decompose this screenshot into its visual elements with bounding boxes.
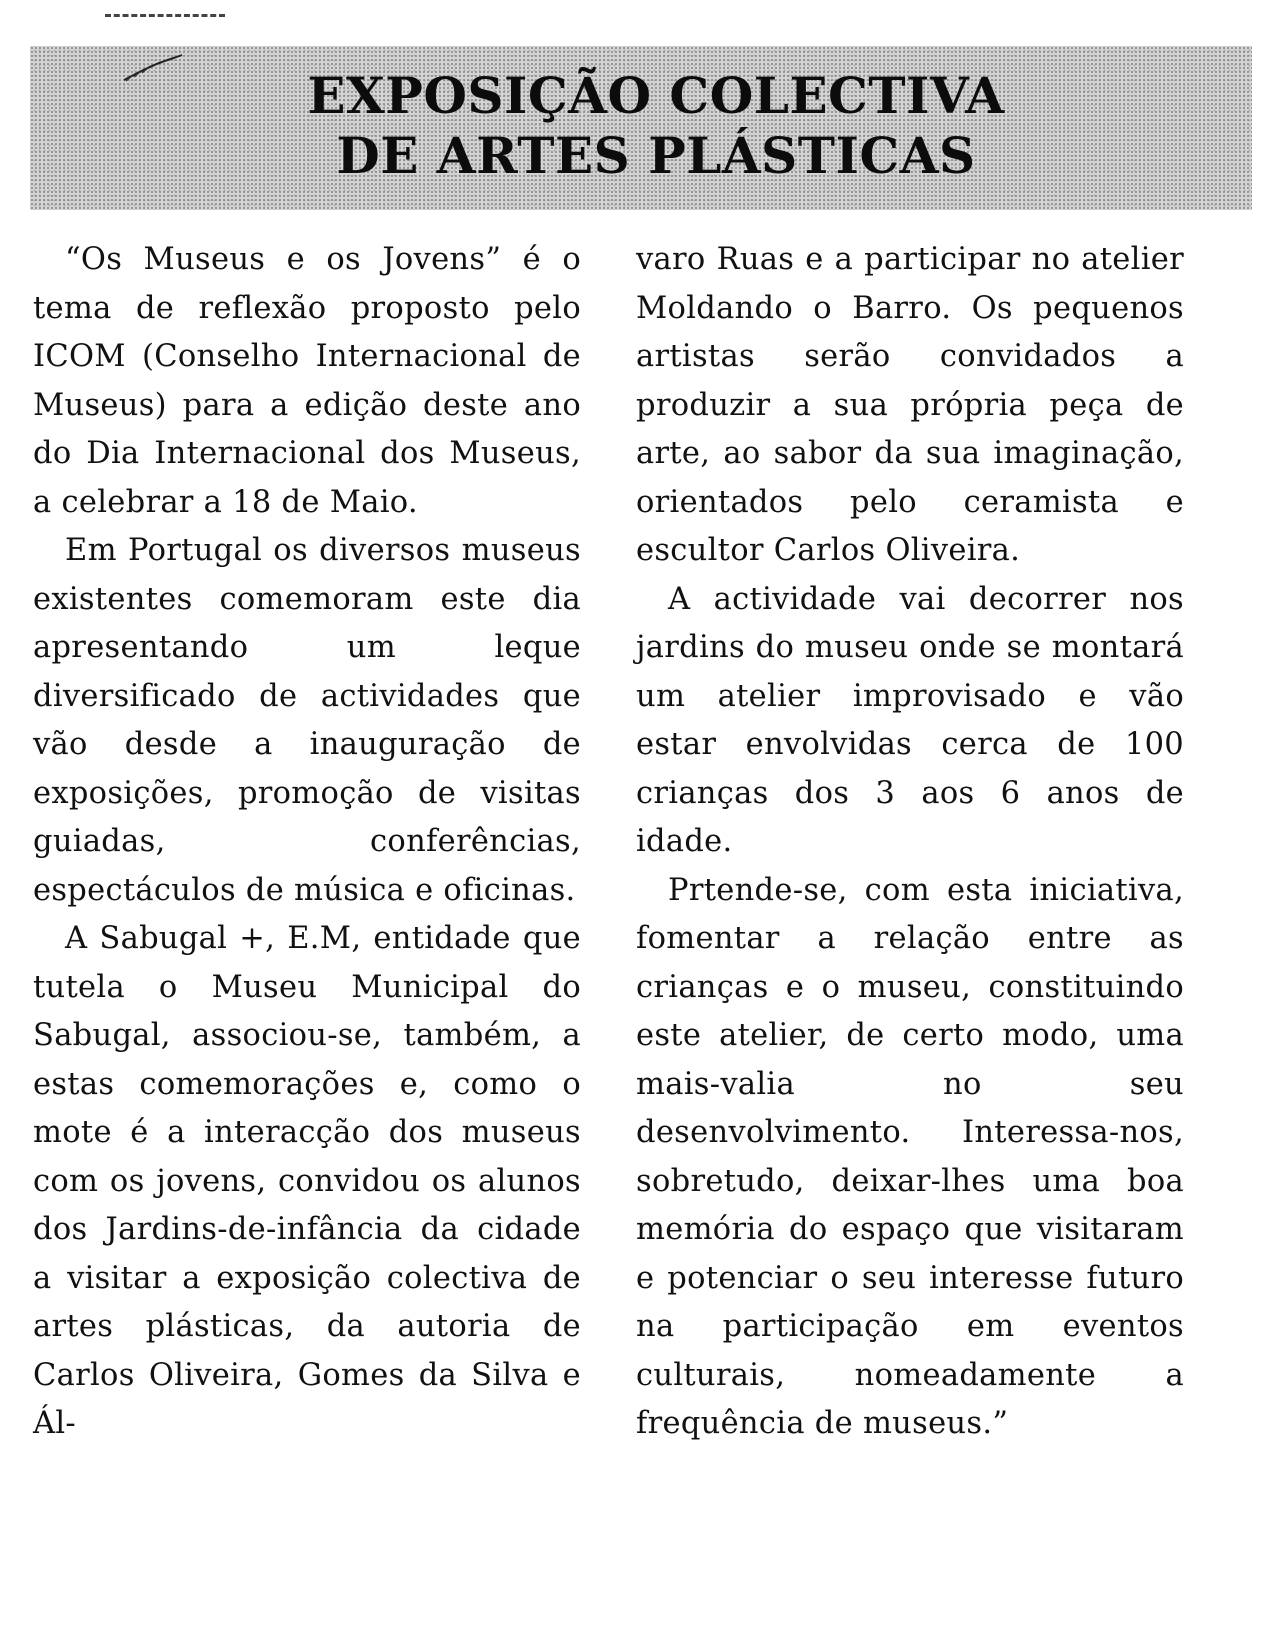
paragraph: “Os Museus e os Jovens” é o tema de reflexão proposto pelo ICOM (Conselho Internacional de Museus) para a edição deste ano do Dia Internacional dos Museus, a celebrar a 18 de Maio. [33,242,581,520]
scan-mark [105,14,225,21]
right-column [636,236,1184,1449]
paragraph: Em Portugal os diversos museus existentes comemoram este dia apresentando um leque diversificado de actividades que vão desde a inauguração de exposições, promoção de visitas guiadas, conferências, espectáculos de música e oficinas. [33,533,581,908]
paragraph: A actividade vai decorrer nos jardins do museu onde se montará um atelier improvisado e vão estar envolvidas cerca de 100 crianças dos 3 aos 6 anos de idade. [636,581,1184,859]
title-line-2: DE ARTES PLÁSTICAS [336,126,976,185]
left-column [33,236,581,1449]
title-line-1: EXPOSIÇÃO COLECTIVA [307,66,1005,125]
paragraph: A Sabugal +, E.M, entidade que tutela o Museu Municipal do Sabugal, associou-se, também, a estas comemorações e, como o mote é a interacção dos museus com os jovens, convidou os alunos dos Jardins-de-infância da cidade a visitar a exposição colectiva de artes plásticas, da autoria de Carlos Oliveira, Gomes da Silva e Ál- [33,921,581,1441]
paragraph: Prtende-se, com esta iniciativa, fomentar a relação entre as crianças e o museu, constituindo este atelier, de certo modo, uma mais-valia no seu desenvolvimento. Interessa-nos, sobretudo, deixar-lhes uma boa memória do espaço que visitaram e potenciar o seu interesse futuro na participação em eventos culturais, nomeadamente a frequência de museus.” [636,872,1184,1441]
paragraph: varo Ruas e a participar no atelier Moldando o Barro. Os pequenos artistas serão convidados a produzir a sua própria peça de arte, ao sabor da sua imaginação, orientados pelo ceramista e escultor Carlos Oliveira. [636,242,1184,568]
article-title [30,66,1252,186]
